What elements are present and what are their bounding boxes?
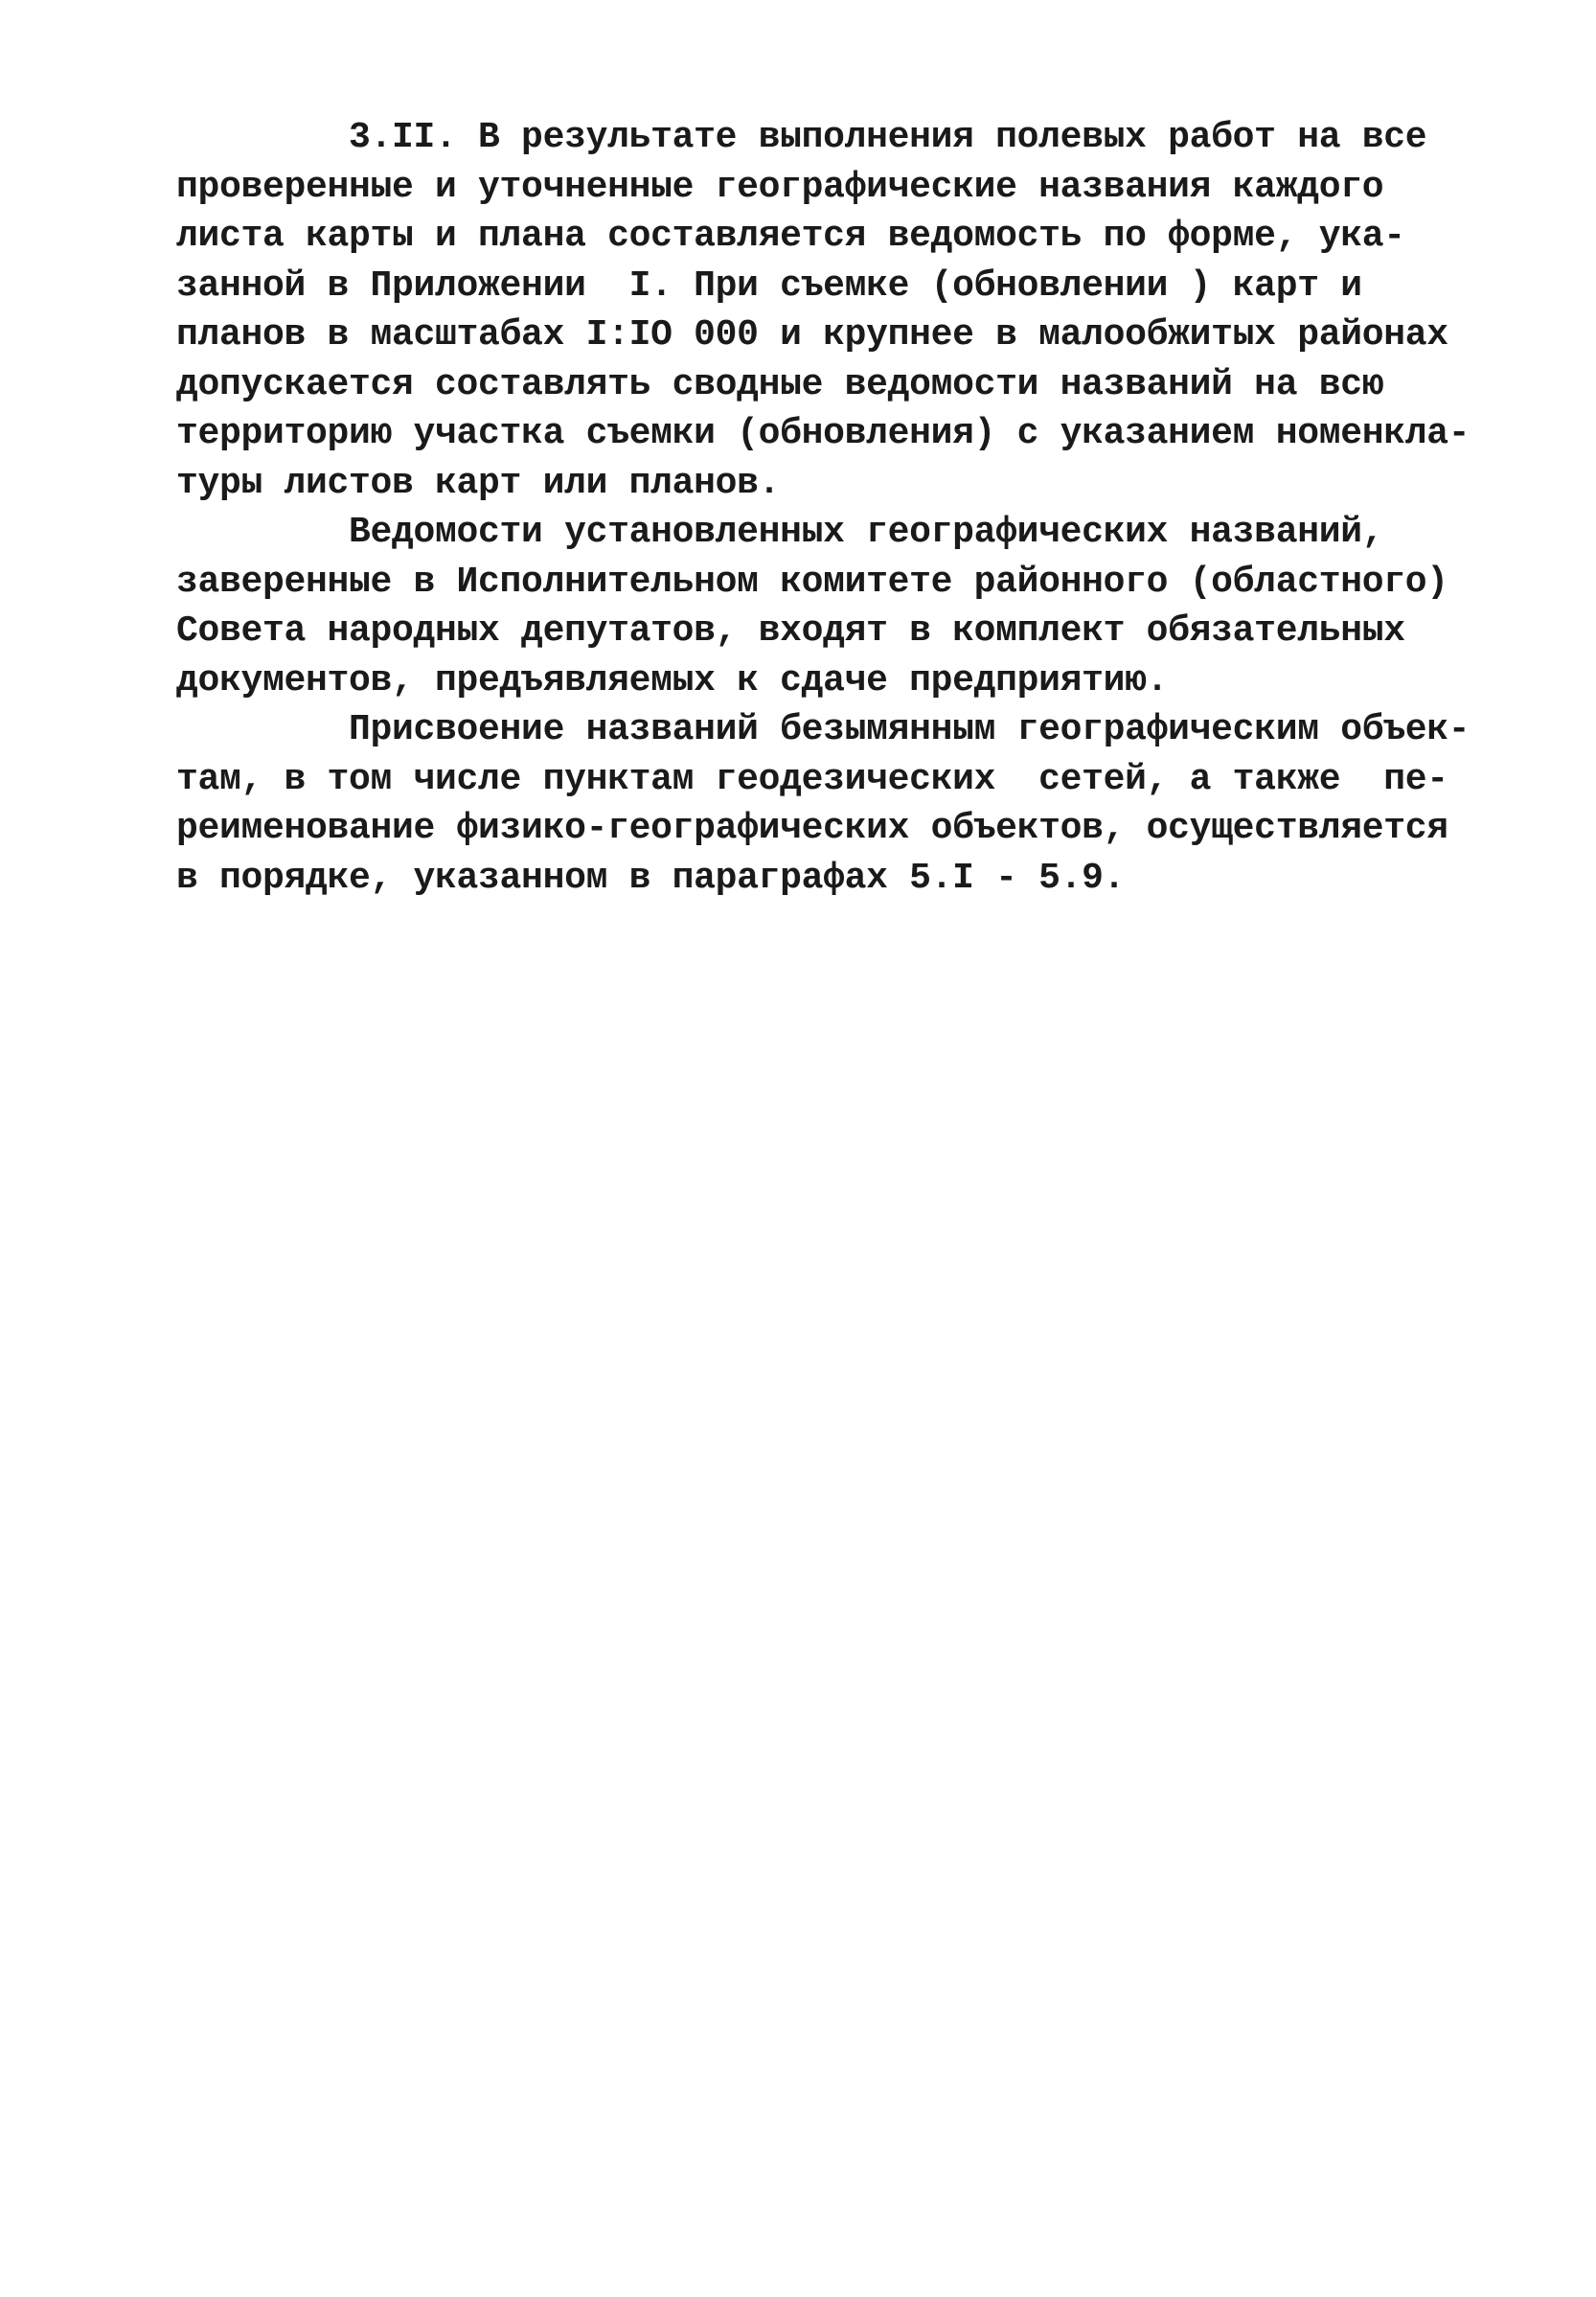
text-line: Ведомости установленных географических названий,	[176, 512, 1384, 553]
paragraph-statements	[176, 508, 1448, 705]
paragraph-3-11	[176, 113, 1471, 508]
text-line: Совета народных депутатов, входят в комплект обязательных	[176, 610, 1405, 652]
text-line: заверенные в Исполнительном комитете районного (областного)	[176, 561, 1448, 603]
text-line: в порядке, указанном в параграфах 5.I - 5.9.	[176, 857, 1126, 899]
text-line: Присвоение названий безымянным географическим объек-	[176, 709, 1471, 750]
text-line: 3.II. В результате выполнения полевых работ на все	[176, 117, 1427, 158]
text-line: территорию участка съемки (обновления) с указанием номенкла-	[176, 413, 1471, 454]
text-line: допускается составлять сводные ведомости названий на всю	[176, 363, 1384, 405]
document-body	[176, 113, 1471, 903]
text-line: там, в том числе пунктам геодезических сетей, а также пе-	[176, 758, 1448, 800]
text-line: занной в Приложении I. При съемке (обновлении ) карт и	[176, 264, 1362, 307]
text-line: листа карты и плана составляется ведомость по форме, ука-	[176, 216, 1405, 257]
paragraph-naming	[176, 705, 1471, 903]
text-line: документов, предъявляемых к сдаче предприятию.	[176, 659, 1169, 701]
text-line: туры листов карт или планов.	[176, 462, 781, 504]
text-line: проверенные и уточненные географические названия каждого	[176, 166, 1384, 208]
text-line: планов в масштабах I:IO 000 и крупнее в малообжитых районах	[176, 314, 1448, 356]
text-line: реименование физико-географических объектов, осуществляется	[176, 808, 1448, 849]
